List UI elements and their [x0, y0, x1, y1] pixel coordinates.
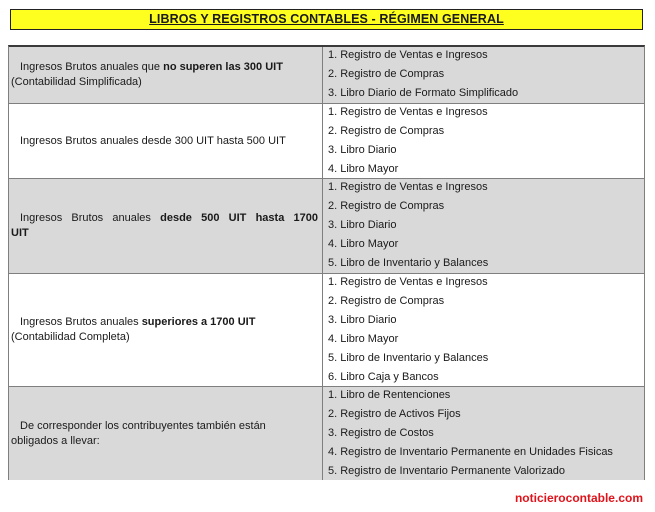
list-item: 4. Libro Mayor [328, 163, 399, 175]
table-row [9, 103, 644, 178]
list-item: 1. Registro de Ventas e Ingresos [328, 181, 488, 193]
list-item: 2. Registro de Compras [328, 200, 445, 212]
list-item: 5. Registro de Inventario Permanente Valorizado [328, 465, 566, 477]
desc-text: De corresponder los contribuyentes también están [20, 419, 266, 432]
page-title: LIBROS Y REGISTROS CONTABLES - RÉGIMEN GENERAL [10, 9, 643, 30]
list-item: 1. Registro de Ventas e Ingresos [328, 276, 488, 288]
desc-text: Ingresos Brutos anuales desde 300 UIT hasta 500 UIT [20, 134, 286, 147]
table-row [9, 386, 644, 480]
list-item: 1. Registro de Ventas e Ingresos [328, 106, 488, 118]
list-item: 3. Libro Diario [328, 314, 397, 326]
list-item: 2. Registro de Activos Fijos [328, 408, 461, 420]
desc-bold-text: desde 500 UIT hasta 1700 [160, 212, 318, 224]
list-item: 1. Libro de Rentenciones [328, 389, 451, 401]
books-list [323, 104, 644, 178]
list-item: 2. Registro de Compras [328, 295, 445, 307]
list-item: 5. Libro de Inventario y Balances [328, 257, 489, 269]
table-row [9, 47, 644, 103]
list-item: 3. Libro Diario de Formato Simplificado [328, 87, 519, 99]
table-row [9, 273, 644, 386]
desc-text: Ingresos Brutos anuales [20, 212, 161, 224]
desc-bold-text: superiores a 1700 UIT [141, 316, 256, 328]
desc-bold-text: no superen las 300 UIT [163, 61, 283, 73]
list-item: 1. Registro de Ventas e Ingresos [328, 49, 488, 61]
desc-text-cont: obligados a llevar: [11, 434, 100, 447]
list-item: 4. Registro de Inventario Permanente en Unidades Fisicas [328, 446, 613, 458]
desc-text: Ingresos Brutos anuales que [20, 61, 164, 73]
books-list [323, 387, 644, 480]
list-item: 3. Libro Diario [328, 144, 397, 156]
list-item: 5. Libro de Inventario y Balances [328, 352, 489, 364]
desc-bold-text-cont: UIT [11, 227, 29, 239]
list-item: 6. Libro Caja y Bancos [328, 371, 439, 383]
row-description [9, 179, 323, 273]
row-description [9, 387, 323, 480]
source-credit: noticierocontable.com [514, 491, 643, 505]
books-list [323, 179, 644, 273]
row-description [9, 47, 323, 103]
list-item: 4. Libro Mayor [328, 333, 399, 345]
list-item: 3. Libro Diario [328, 219, 397, 231]
table-row [9, 178, 644, 273]
list-item: 4. Libro Mayor [328, 238, 399, 250]
desc-note: (Contabilidad Simplificada) [11, 76, 142, 88]
books-table [8, 45, 645, 480]
books-list [323, 47, 644, 103]
desc-text: Ingresos Brutos anuales [20, 316, 142, 328]
desc-note: (Contabilidad Completa) [11, 331, 130, 343]
books-list [323, 274, 644, 386]
list-item: 3. Registro de Costos [328, 427, 434, 439]
list-item: 2. Registro de Compras [328, 68, 445, 80]
row-description [9, 274, 323, 386]
row-description [9, 104, 323, 178]
list-item: 2. Registro de Compras [328, 125, 445, 137]
